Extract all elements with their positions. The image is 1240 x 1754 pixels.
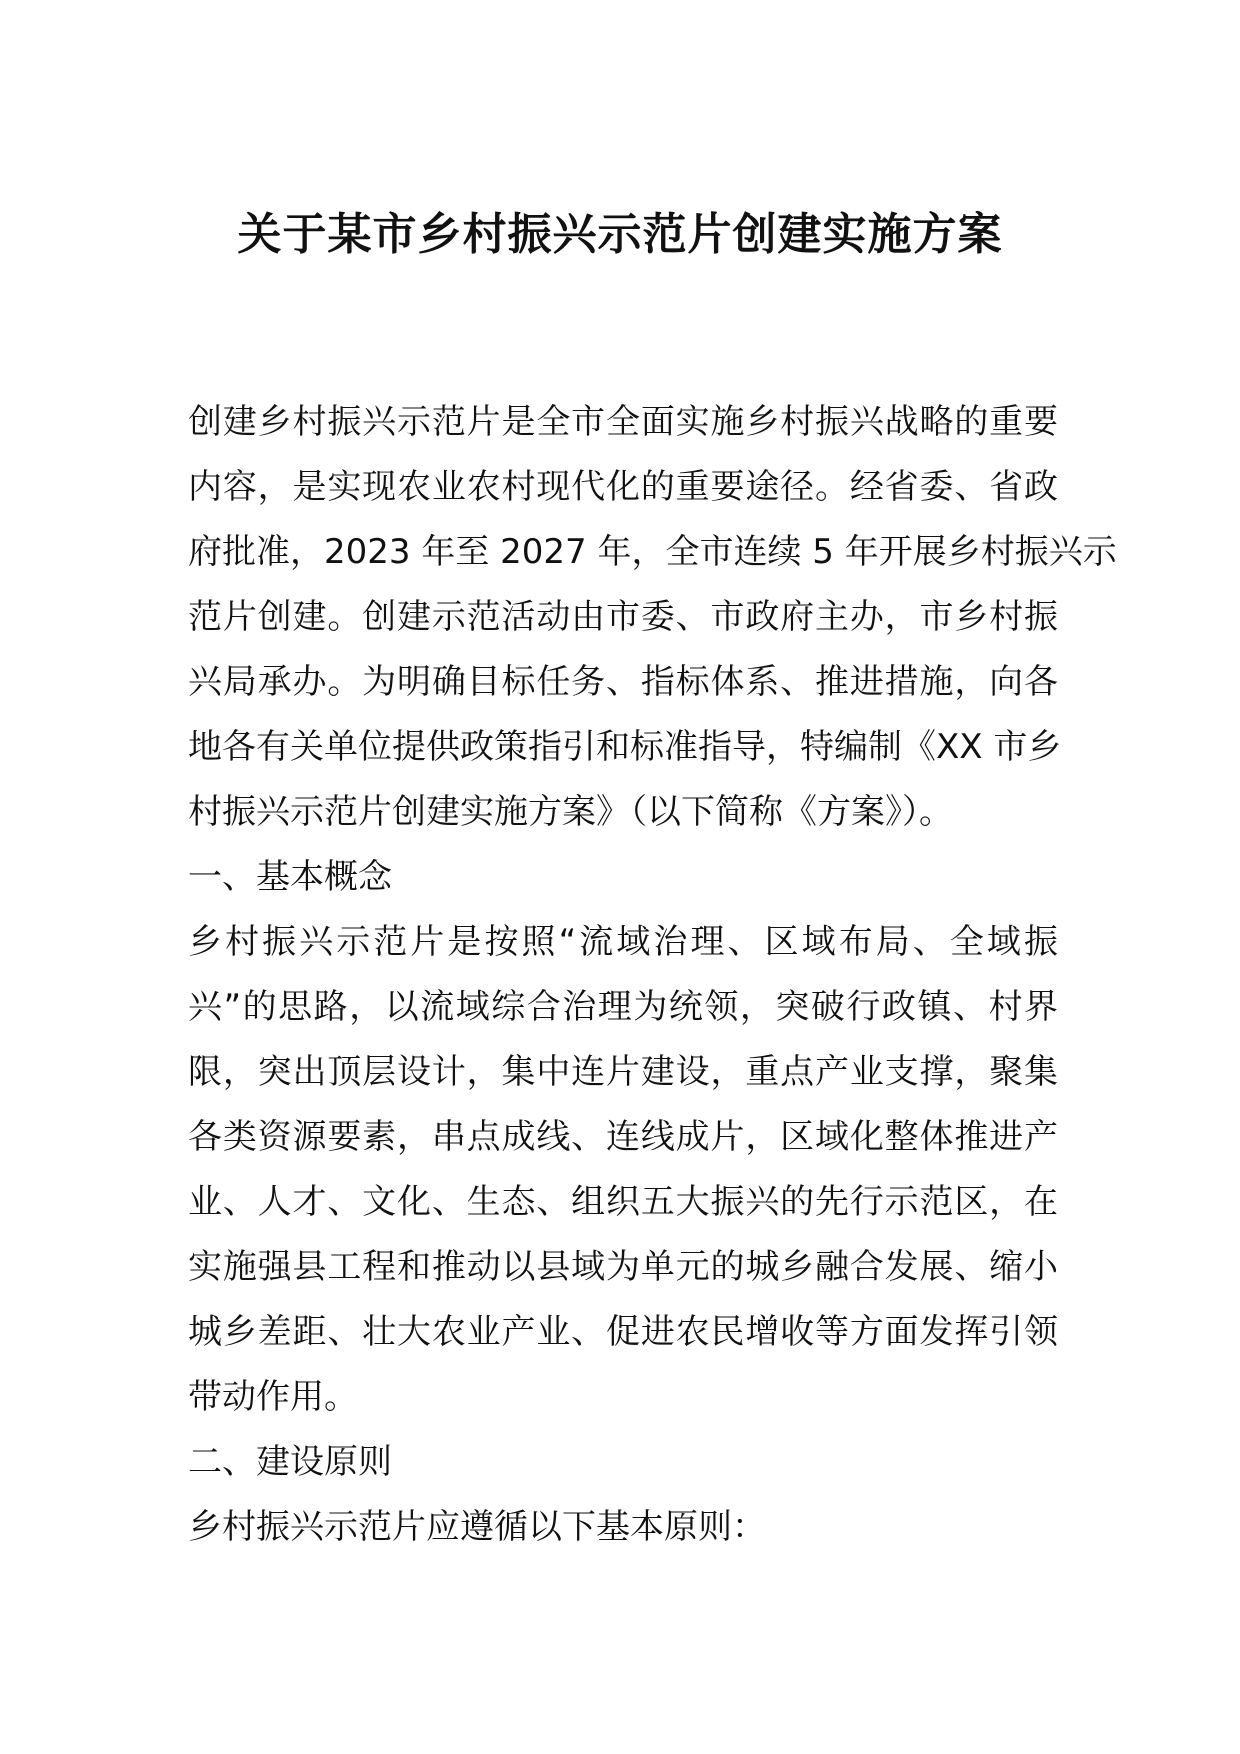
body-line: 乡村振兴示范片是按照“流域治理、区域布局、全域振	[188, 922, 1058, 962]
body-line: 村振兴示范片创建实施方案》（以下简称《方案》）。	[188, 792, 953, 832]
body-line: 一、基本概念	[188, 857, 392, 897]
body-line: 各类资源要素，串点成线、连线成片，区域化整体推进产	[188, 1117, 1058, 1157]
document-body	[188, 390, 1117, 1560]
body-line: 范片创建。创建示范活动由市委、市政府主办，市乡村振	[188, 597, 1058, 637]
body-line: 地各有关单位提供政策指引和标准指导，特编制《XX 市乡	[188, 727, 1062, 767]
body-line: 府批准，2023 年至 2027 年，全市连续 5 年开展乡村振兴示	[188, 532, 1117, 572]
document-title: 关于某市乡村振兴示范片创建实施方案	[237, 209, 1003, 260]
body-line: 限，突出顶层设计，集中连片建设，重点产业支撑，聚集	[188, 1052, 1058, 1092]
body-line: 兴”的思路，以流域综合治理为统领，突破行政镇、村界	[188, 987, 1058, 1027]
body-line: 创建乡村振兴示范片是全市全面实施乡村振兴战略的重要	[188, 402, 1058, 442]
body-line: 兴局承办。为明确目标任务、指标体系、推进措施，向各	[188, 662, 1058, 702]
body-line: 城乡差距、壮大农业产业、促进农民增收等方面发挥引领	[188, 1312, 1058, 1352]
body-line: 业、人才、文化、生态、组织五大振兴的先行示范区，在	[188, 1182, 1058, 1222]
body-line: 内容，是实现农业农村现代化的重要途径。经省委、省政	[188, 467, 1058, 507]
body-line: 二、建设原则	[188, 1442, 392, 1482]
body-line: 实施强县工程和推动以县域为单元的城乡融合发展、缩小	[188, 1247, 1058, 1287]
body-line: 乡村振兴示范片应遵循以下基本原则：	[188, 1507, 766, 1547]
body-line: 带动作用。	[188, 1377, 358, 1417]
